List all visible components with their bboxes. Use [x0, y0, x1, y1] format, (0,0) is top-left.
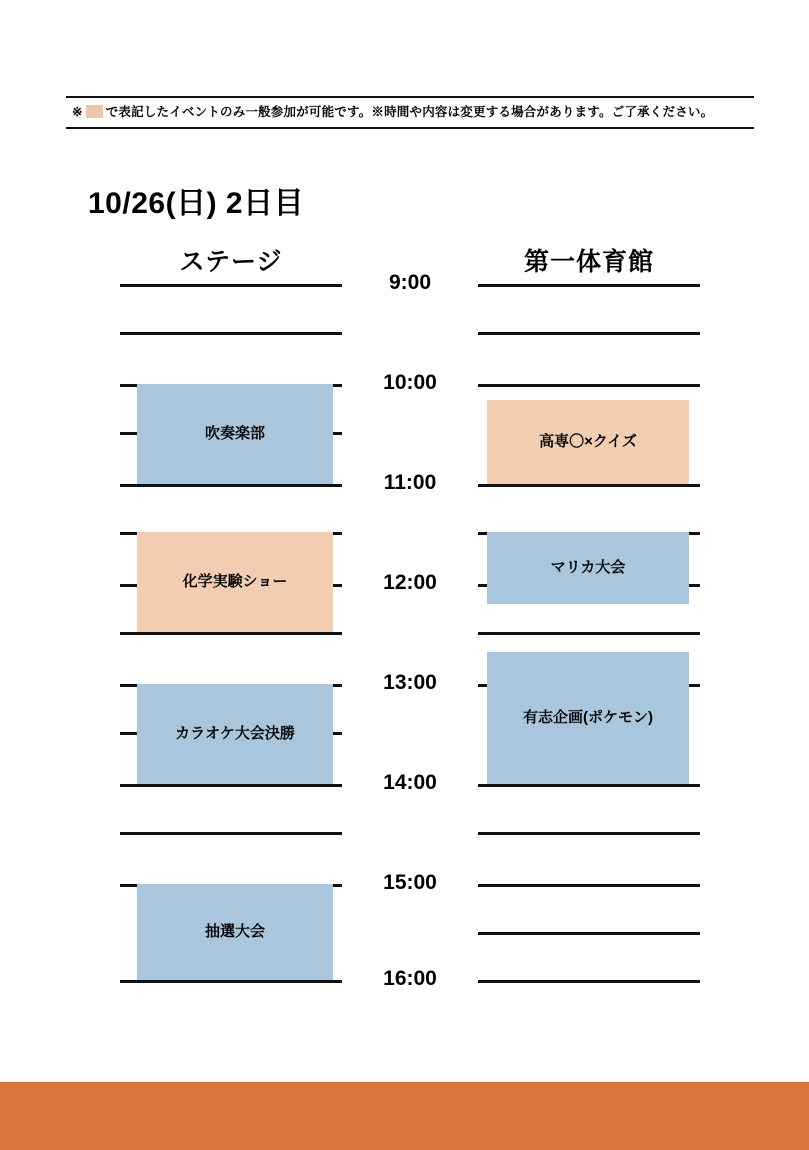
notice-text: で表記したイベントのみ一般参加が可能です。※時間や内容は変更する場合があります。ご了承ください。 — [105, 105, 714, 119]
gridline-left-16 — [120, 980, 342, 983]
notice-color-swatch — [86, 105, 103, 118]
gridline-left-1230 — [120, 632, 342, 635]
gridline-right-1430 — [478, 832, 700, 835]
notice-prefix: ※ — [72, 104, 83, 119]
notice-line — [66, 98, 754, 124]
time-label-10: 10:00 — [383, 371, 437, 394]
time-label-16: 16:00 — [383, 967, 437, 990]
gridline-right-9 — [478, 284, 700, 287]
gridline-right-14 — [478, 784, 700, 787]
time-label-11: 11:00 — [383, 471, 437, 494]
event-block-stage-2[interactable]: 化学実験ショー — [137, 532, 333, 632]
gridline-right-1530 — [478, 932, 700, 935]
time-label-15: 15:00 — [383, 871, 437, 894]
gridline-left-9 — [120, 284, 342, 287]
column-header-stage: ステージ — [179, 248, 283, 276]
time-label-12: 12:00 — [383, 571, 437, 594]
column-header-gym: 第一体育館 — [523, 248, 654, 276]
gridline-left-1430 — [120, 832, 342, 835]
gridline-left-14 — [120, 784, 342, 787]
event-block-gym-3[interactable]: 有志企画(ポケモン) — [487, 652, 689, 784]
event-block-stage-4[interactable]: 抽選大会 — [137, 884, 333, 980]
gridline-right-11 — [478, 484, 700, 487]
event-block-stage-3[interactable]: カラオケ大会決勝 — [137, 684, 333, 784]
notice-rule-bottom — [66, 127, 754, 129]
gridline-left-11 — [120, 484, 342, 487]
event-block-gym-2[interactable]: マリカ大会 — [487, 532, 689, 604]
gridline-right-10 — [478, 384, 700, 387]
time-label-14: 14:00 — [383, 771, 437, 794]
gridline-right-1230 — [478, 632, 700, 635]
footer-band — [0, 1082, 809, 1150]
gridline-left-930 — [120, 332, 342, 335]
time-label-13: 13:00 — [383, 671, 437, 694]
gridline-right-16 — [478, 980, 700, 983]
event-block-gym-1[interactable]: 高専〇×クイズ — [487, 400, 689, 484]
schedule-grid — [0, 232, 809, 1002]
time-label-9: 9:00 — [388, 271, 432, 294]
gridline-right-15 — [478, 884, 700, 887]
gridline-right-930 — [478, 332, 700, 335]
notice-bar — [66, 96, 754, 129]
day-title: 10/26(日) 2日目 — [88, 187, 305, 220]
event-block-stage-1[interactable]: 吹奏楽部 — [137, 384, 333, 484]
